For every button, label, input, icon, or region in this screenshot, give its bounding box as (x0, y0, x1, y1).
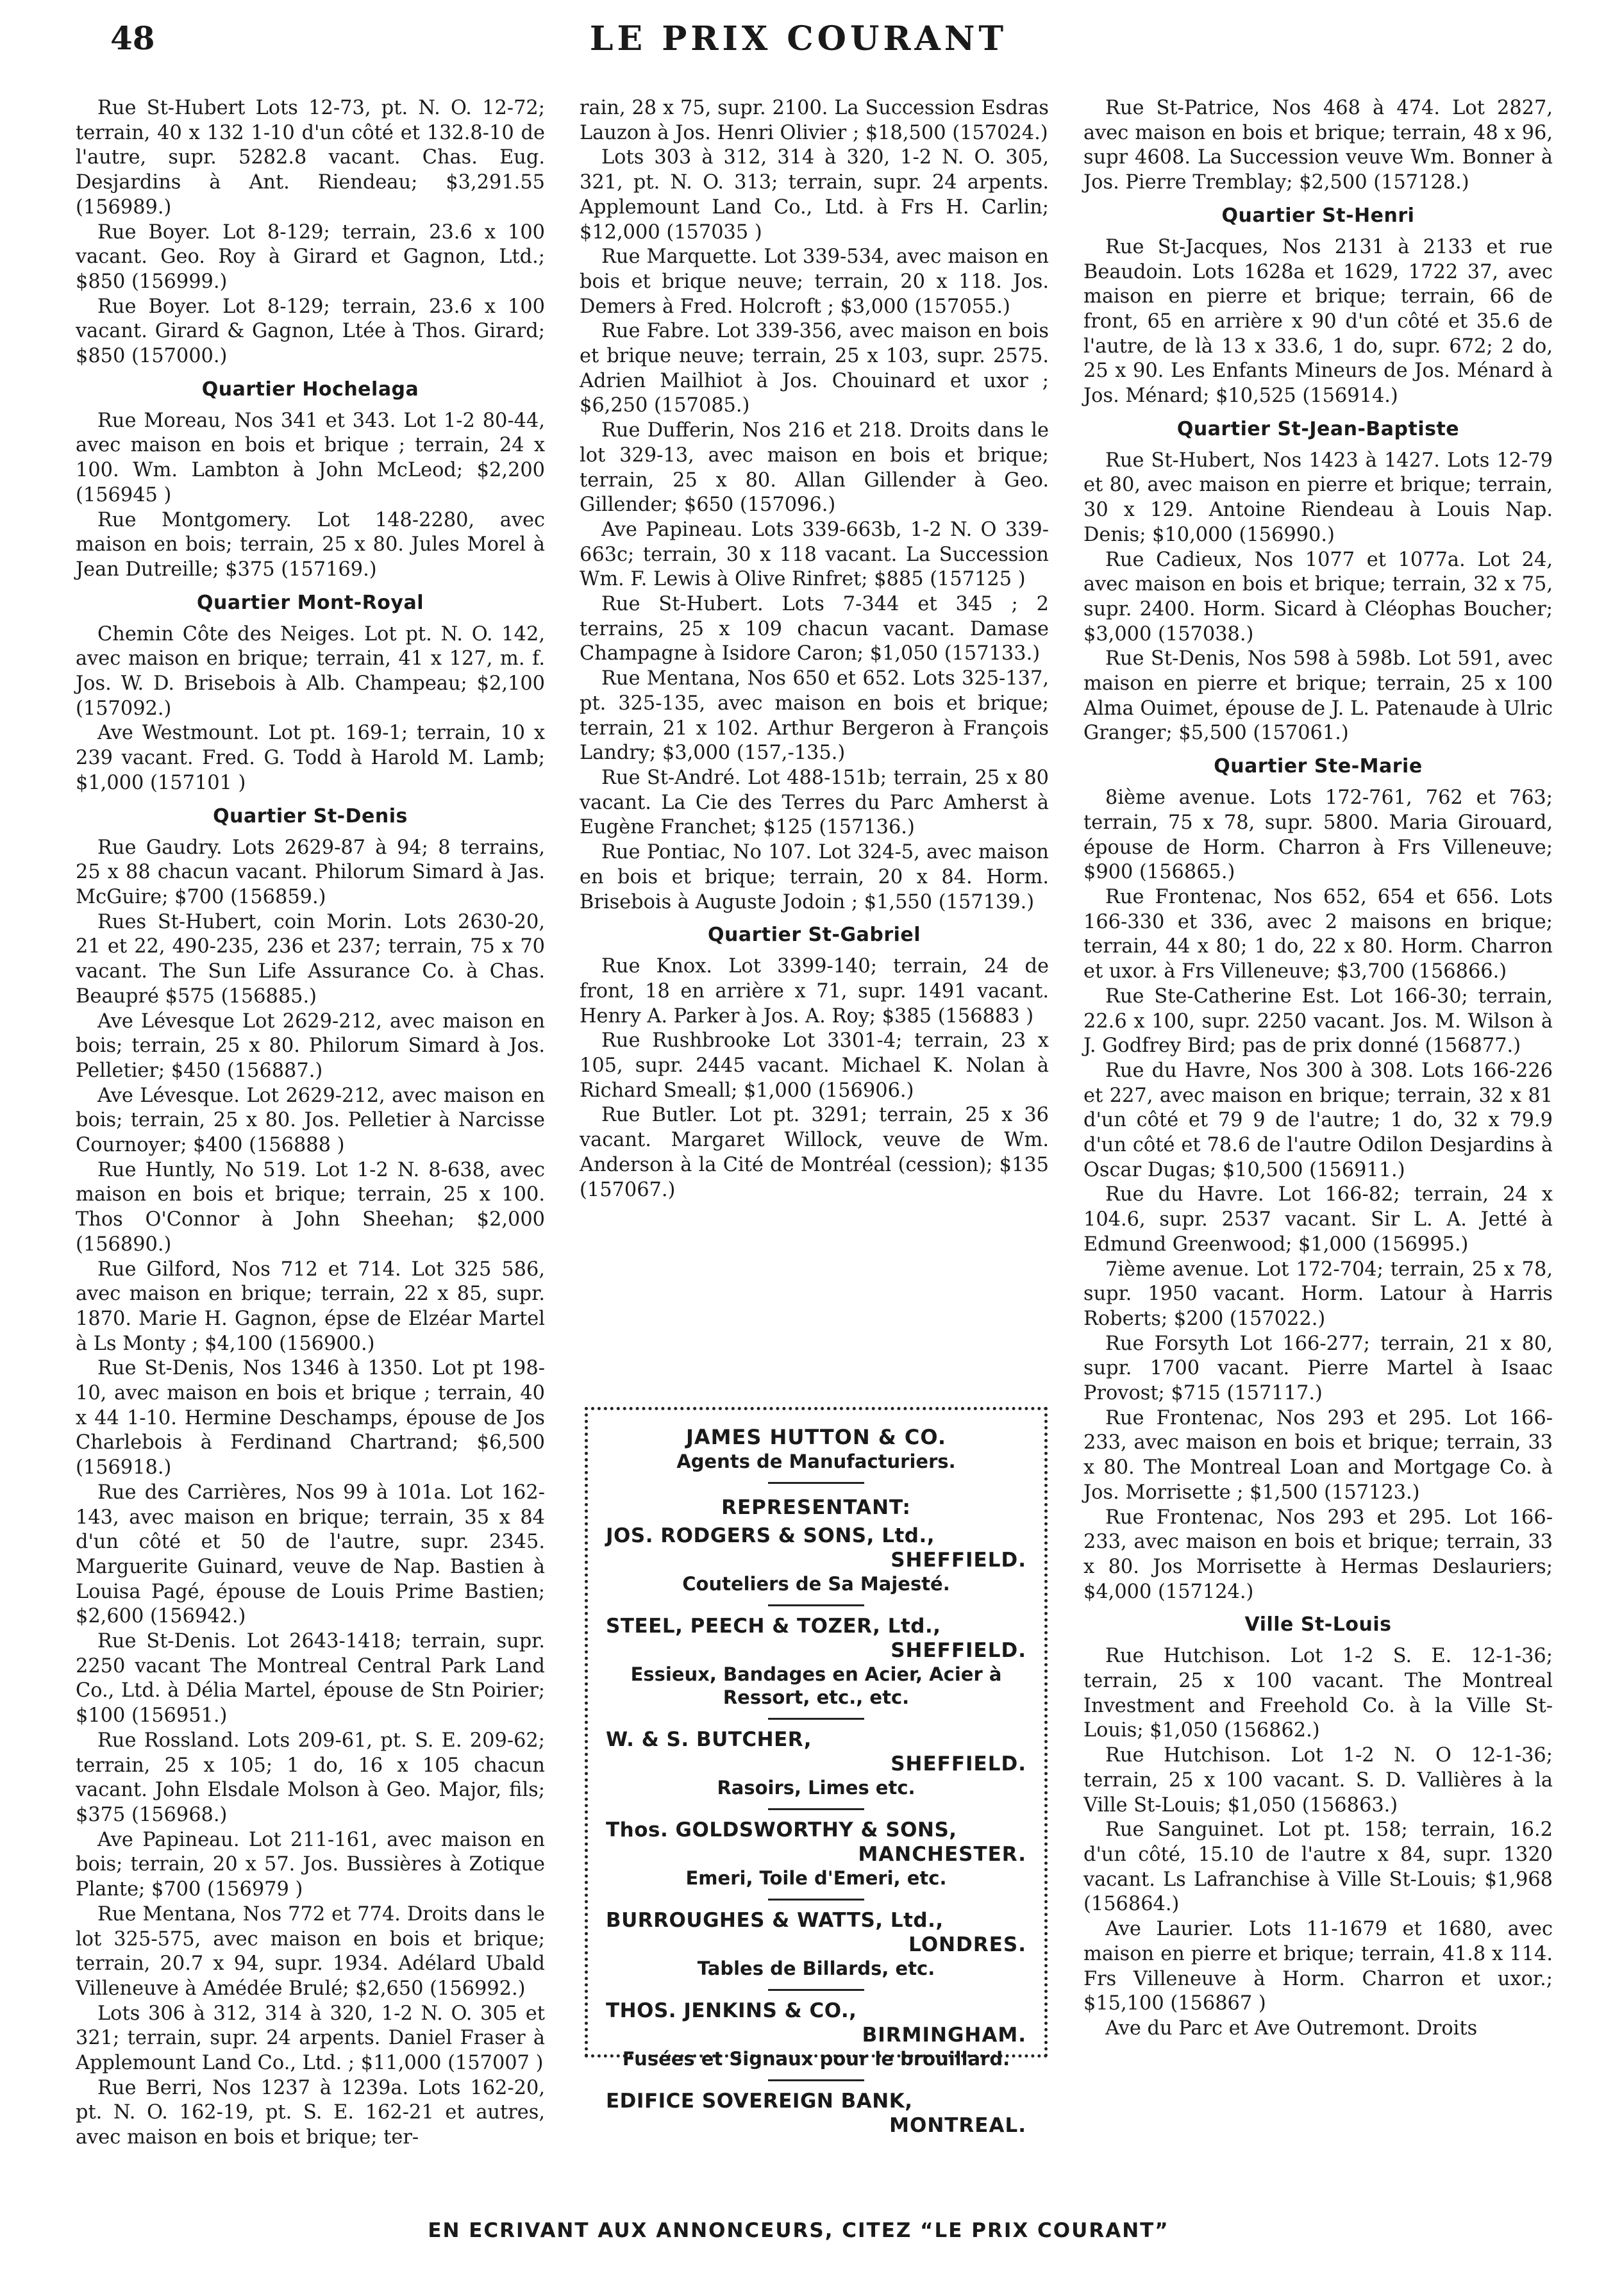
ad-firm (606, 1718, 1026, 1799)
section-heading: Quartier St-Denis (213, 804, 408, 828)
ad-firm-name: THOS. JENKINS & CO., (606, 1999, 857, 2022)
ad-subtitle: Agents de Manufacturiers. (676, 1451, 956, 1472)
ad-firm-name: Thos. GOLDSWORTHY & SONS, (606, 1818, 957, 1842)
section-heading: Quartier Ste-Marie (1214, 755, 1423, 778)
property-transaction-entry: Rue Gaudry. Lots 2629-87 à 94; 8 terrains, 25 x 88 chacun vacant. Philorum Simard à Jas. McGuire; $700 (156859.) (76, 836, 545, 908)
property-transaction-entry: Rue Pontiac, No 107. Lot 324-5, avec maison en bois et brique; terrain, 20 x 84. Horm. Brisebois à Auguste Jodoin ; $1,550 (157139.) (580, 841, 1049, 913)
ad-firm (606, 2079, 1026, 2138)
ad-firm-name: JOS. RODGERS & SONS, Ltd., (606, 1524, 935, 1547)
ad-firm-city: LONDRES. (908, 1933, 1026, 1956)
property-transaction-entry: Rue St-Hubert, Nos 1423 à 1427. Lots 12-79 et 80, avec maison en pierre et brique; terrain, 30 x 129. Antoine Riendeau à Louis Nap. Denis; $10,000 (156990.) (1083, 449, 1553, 546)
page-number: 48 (110, 19, 155, 57)
property-transaction-entry: Rue Berri, Nos 1237 à 1239a. Lots 162-20, pt. N. O. 162-19, pt. S. E. 162-21 et autres, avec maison en bois et brique; ter- (76, 2076, 545, 2149)
property-transaction-entry: Rue St-Hubert Lots 12-73, pt. N. O. 12-72; terrain, 40 x 132 1-10 d'un côté et 132.8-10 de l'autre, supr. 5282.8 vacant. Chas. Eug. Desjardins à Ant. Riendeau; $3,291.55 (156989.) (76, 97, 545, 219)
property-transaction-entry: Ave Westmount. Lot pt. 169-1; terrain, 10 x 239 vacant. Fred. G. Todd à Harold M. Lamb; $1,000 (157101 ) (76, 722, 545, 794)
property-transaction-entry: Ave Lévesque Lot 2629-212, avec maison en bois; terrain, 25 x 80. Philorum Simard à Jos. Pelletier; $450 (156887.) (76, 1010, 545, 1082)
text-column-1 (76, 96, 545, 2150)
property-transaction-entry: Rue Ste-Catherine Est. Lot 166-30; terrain, 22.6 x 100, supr. 2250 vacant. Jos. M. Wilson à J. Godfrey Bird; pas de prix donné (156877.) (1083, 985, 1553, 1058)
property-transaction-entry: Rue Frontenac, Nos 293 et 295. Lot 166-233, avec maison en bois et brique; terrain, 33 x 80. The Montreal Loan and Mortgage Co. à Jos. Morrisette ; $1,500 (157123.) (1083, 1406, 1553, 1504)
property-transaction-entry: Rue Mentana, Nos 650 et 652. Lots 325-137, pt. 325-135, avec maison en bois et brique; terrain, 21 x 102. Arthur Bergeron à François Landry; $3,000 (157,-135.) (580, 667, 1049, 765)
property-transaction-entry: rain, 28 x 75, supr. 2100. La Succession Esdras Lauzon à Jos. Henri Olivier ; $18,500 (157024.) (580, 97, 1049, 144)
property-transaction-entry: Rue St-Denis, Nos 1346 à 1350. Lot pt 198-10, avec maison en bois et brique ; terrain, 40 x 44 1-10. Hermine Deschamps, épouse de Jos Charlebois à Ferdinand Chartrand; $6,500 (156918.) (76, 1357, 545, 1479)
property-transaction-entry: Rue Hutchison. Lot 1-2 N. O 12-1-36; terrain, 25 x 100 vacant. S. D. Vallières à la Ville St-Louis; $1,050 (156863.) (1083, 1744, 1553, 1817)
property-transaction-entry: Rue Boyer. Lot 8-129; terrain, 23.6 x 100 vacant. Girard & Gagnon, Ltée à Thos. Girard; $850 (157000.) (76, 295, 545, 368)
ad-firm-description: Essieux, Bandages en Acier, Acier à Ressort, etc., etc. (630, 1663, 1002, 1708)
property-transaction-entry: Rue Marquette. Lot 339-534, avec maison en bois et brique neuve; terrain, 20 x 118. Jos. Demers à Fred. Holcroft ; $3,000 (157055.) (580, 245, 1049, 318)
ad-firm-city: MONTREAL. (889, 2114, 1026, 2137)
section-heading: Quartier St-Gabriel (707, 924, 921, 947)
ad-divider (768, 1604, 864, 1606)
property-transaction-entry: Rue St-Patrice, Nos 468 à 474. Lot 2827, avec maison en bois et brique; terrain, 48 x 96, supr 4608. La Succession veuve Wm. Bonner à Jos. Pierre Tremblay; $2,500 (157128.) (1083, 97, 1553, 194)
property-transaction-entry: Rue Frontenac, Nos 293 et 295. Lot 166-233, avec maison en bois et brique; terrain, 33 x 80. Jos Morrisette à Hermas Deslauriers; $4,000 (157124.) (1083, 1506, 1553, 1603)
property-transaction-entry: Rue Knox. Lot 3399-140; terrain, 24 de front, 18 en arrière x 71, supr. 1491 vacant. Henry A. Parker à Jos. A. Roy; $385 (156883 ) (580, 955, 1049, 1027)
property-transaction-entry: Rue du Havre. Lot 166-82; terrain, 24 x 104.6, supr. 2537 vacant. Sir L. A. Jetté à Edmund Greenwood; $1,000 (156995.) (1083, 1183, 1553, 1256)
property-transaction-entry: Rue Mentana, Nos 772 et 774. Droits dans le lot 325-575, avec maison en bois et brique; terrain, 20.7 x 94, supr. 1934. Adélard Ubald Villeneuve à Amédée Brulé; $2,650 (156992.) (76, 1902, 545, 2000)
property-transaction-entry: Ave Laurier. Lots 11-1679 et 1680, avec maison en pierre et brique; terrain, 41.8 x 114. Frs Villeneuve à Horm. Charron et uxor.; $15,100 (156867 ) (1083, 1918, 1553, 2015)
section-heading: Quartier St-Henri (1221, 204, 1415, 227)
ad-company-name: JAMES HUTTON & CO. (685, 1425, 947, 1449)
ad-firm-city: SHEFFIELD. (890, 1639, 1026, 1662)
text-column-2 (580, 96, 1049, 1202)
page-header (0, 19, 1597, 71)
property-transaction-entry: Rue Frontenac, Nos 652, 654 et 656. Lots 166-330 et 336, avec 2 maisons en brique; terrain, 44 x 80; 1 do, 22 x 80. Horm. Charron et uxor. à Frs Villeneuve; $3,700 (156866.) (1083, 885, 1553, 983)
property-transaction-entry: Rue St-Hubert. Lots 7-344 et 345 ; 2 terrains, 25 x 109 chacun vacant. Damase Champagne à Isidore Caron; $1,050 (157133.) (580, 593, 1049, 665)
ad-firm-city: BIRMINGHAM. (862, 2024, 1026, 2047)
section-heading: Ville St-Louis (1244, 1613, 1392, 1636)
section-heading: Quartier Mont-Royal (196, 591, 424, 614)
ad-firm (606, 1989, 1026, 2070)
property-transaction-entry: Lots 303 à 312, 314 à 320, 1-2 N. O. 305, 321, pt. N. O. 313; terrain, supr. 24 arpents. Applemount Land Co., Ltd. à Frs H. Carlin; $12,000 (157035 ) (580, 146, 1049, 244)
property-transaction-entry: Rue St-Denis, Nos 598 à 598b. Lot 591, avec maison en pierre et brique; terrain, 25 x 100 Alma Ouimet, épouse de J. L. Patenaude à Ulric Granger; $5,500 (157061.) (1083, 647, 1553, 745)
property-transaction-entry: Rue St-Jacques, Nos 2131 à 2133 et rue Beaudoin. Lots 1628a et 1629, 1722 37, avec maison en pierre et brique; terrain, 66 de front, 65 en arrière x 90 d'un côté et 35.6 de l'autre, de là 13 x 33.6, 1 do, supr. 672; 2 do, 25 x 90. Les Enfants Mineurs de Jos. Ménard à Jos. Ménard; $10,525 (156914.) (1083, 235, 1553, 408)
ad-firm-description: Emeri, Toile d'Emeri, etc. (685, 1867, 947, 1889)
ad-divider (768, 1482, 864, 1484)
ad-firm-name: EDIFICE SOVEREIGN BANK, (606, 2090, 913, 2113)
ad-firm-name: W. & S. BUTCHER, (606, 1728, 812, 1751)
page-title: LE PRIX COURANT (589, 19, 1008, 58)
property-transaction-entry: Rue St-André. Lot 488-151b; terrain, 25 x 80 vacant. La Cie des Terres du Parc Amherst à Eugène Franchet; $125 (157136.) (580, 766, 1049, 839)
ad-firm-description: Couteliers de Sa Majesté. (682, 1573, 950, 1595)
property-transaction-entry: Rue Huntly, No 519. Lot 1-2 N. 8-638, avec maison en bois et brique; terrain, 25 x 100. Thos O'Connor à John Sheehan; $2,000 (156890.) (76, 1158, 545, 1256)
property-transaction-entry: Rue Forsyth Lot 166-277; terrain, 21 x 80, supr. 1700 vacant. Pierre Martel à Isaac Provost; $715 (157117.) (1083, 1332, 1553, 1405)
property-transaction-entry: Rue Sanguinet. Lot pt. 158; terrain, 16.2 d'un côté, 15.10 de l'autre x 84, supr. 1320 vacant. Ls Lafranchise à Ville St-Louis; $1,968 (156864.) (1083, 1818, 1553, 1916)
text-column-3 (1083, 96, 1553, 2042)
property-transaction-entry: Rue du Havre, Nos 300 à 308. Lots 166-226 et 227, avec maison en brique; terrain, 32 x 81 d'un côté et 79 9 de l'autre; 1 do, 32 x 79.9 d'un côté et 78.6 de l'autre Odilon Desjardins à Oscar Dugas; $10,500 (156911.) (1083, 1059, 1553, 1181)
property-transaction-entry: Rue Butler. Lot pt. 3291; terrain, 25 x 36 vacant. Margaret Willock, veuve de Wm. Anderson à la Cité de Montréal (cession); $135 (157067.) (580, 1104, 1049, 1201)
property-transaction-entry: Rue Cadieux, Nos 1077 et 1077a. Lot 24, avec maison en bois et brique; terrain, 32 x 75, supr. 2400. Horm. Sicard à Cléophas Boucher; $3,000 (157038.) (1083, 548, 1553, 645)
property-transaction-entry: Ave Papineau. Lot 211-161, avec maison en bois; terrain, 20 x 57. Jos. Bussières à Zotique Plante; $700 (156979 ) (76, 1828, 545, 1901)
property-transaction-entry: 8ième avenue. Lots 172-761, 762 et 763; terrain, 75 x 78, supr. 5800. Maria Girouard, épouse de Horm. Charron à Frs Villeneuve; $900 (156865.) (1083, 786, 1553, 884)
property-transaction-entry: Ave du Parc et Ave Outremont. Droits (1105, 2017, 1478, 2040)
property-transaction-entry: Lots 306 à 312, 314 à 320, 1-2 N. O. 305 et 321; terrain, supr. 24 arpents. Daniel Fraser à Applemount Land Co., Ltd. ; $11,000 (157007 ) (76, 2002, 545, 2075)
ad-firm-description: Tables de Billards, etc. (697, 1958, 935, 1979)
ad-firm-name: BURROUGHES & WATTS, Ltd., (606, 1909, 944, 1932)
ad-firm (606, 1899, 1026, 1980)
property-transaction-entry: Rue Boyer. Lot 8-129; terrain, 23.6 x 100 vacant. Geo. Roy à Girard et Gagnon, Ltd.; $850 (156999.) (76, 220, 545, 293)
property-transaction-entry: Ave Papineau. Lots 339-663b, 1-2 N. O 339-663c; terrain, 30 x 118 vacant. La Succession Wm. F. Lewis à Olive Rinfret; $885 (157125 ) (580, 518, 1049, 591)
property-transaction-entry: Ave Lévesque. Lot 2629-212, avec maison en bois; terrain, 25 x 80. Jos. Pelletier à Narcisse Cournoyer; $400 (156888 ) (76, 1084, 545, 1157)
ad-divider (768, 1718, 864, 1720)
property-transaction-entry: 7ième avenue. Lot 172-704; terrain, 25 x 78, supr. 1950 vacant. Horm. Latour à Harris Roberts; $200 (157022.) (1083, 1258, 1553, 1330)
ad-firm (606, 1604, 1026, 1709)
property-transaction-entry: Rue Montgomery. Lot 148-2280, avec maison en bois; terrain, 25 x 80. Jules Morel à Jean Dutreille; $375 (157169.) (76, 508, 545, 581)
ad-firm-description: Rasoirs, Limes etc. (717, 1777, 916, 1799)
ad-divider (768, 1808, 864, 1810)
property-transaction-entry: Rue Hutchison. Lot 1-2 S. E. 12-1-36; terrain, 25 x 100 vacant. The Montreal Investment and Freehold Co. à la Ville St-Louis; $1,050 (156862.) (1083, 1645, 1553, 1742)
property-transaction-entry: Rue Rushbrooke Lot 3301-4; terrain, 23 x 105, supr. 2445 vacant. Michael K. Nolan à Richard Smeall; $1,000 (156906.) (580, 1029, 1049, 1102)
ad-firm-city: MANCHESTER. (858, 1843, 1026, 1866)
property-transaction-entry: Rue Rossland. Lots 209-61, pt. S. E. 209-62; terrain, 25 x 105; 1 do, 16 x 105 chacun vacant. John Elsdale Molson à Geo. Major, fils; $375 (156968.) (76, 1729, 545, 1826)
property-transaction-entry: Rue St-Denis. Lot 2643-1418; terrain, supr. 2250 vacant The Montreal Central Park Land Co., Ltd. à Délia Martel, épouse de Stn Poirier; $100 (156951.) (76, 1630, 545, 1727)
property-transaction-entry: Rue Fabre. Lot 339-356, avec maison en bois et brique neuve; terrain, 25 x 103, supr. 2575. Adrien Mailhiot à Jos. Chouinard et uxor ; $6,250 (157085.) (580, 320, 1049, 417)
property-transaction-entry: Rues St-Hubert, coin Morin. Lots 2630-20, 21 et 22, 490-235, 236 et 237; terrain, 75 x 70 vacant. The Sun Life Assurance Co. à Chas. Beaupré $575 (156885.) (76, 910, 545, 1008)
property-transaction-entry: Chemin Côte des Neiges. Lot pt. N. O. 142, avec maison en brique; terrain, 41 x 127, m. f. Jos. W. D. Brisebois à Alb. Champeau; $2,100 (157092.) (76, 622, 545, 720)
ad-divider (768, 1899, 864, 1901)
ad-firm-list (606, 1524, 1026, 2138)
ad-firm-city: SHEFFIELD. (890, 1549, 1026, 1572)
ad-firm (606, 1524, 1026, 1595)
property-transaction-entry: Rue Moreau, Nos 341 et 343. Lot 1-2 80-44, avec maison en bois et brique ; terrain, 24 x 100. Wm. Lambton à John McLeod; $2,200 (156945 ) (76, 409, 545, 506)
property-transaction-entry: Rue des Carrières, Nos 99 à 101a. Lot 162-143, avec maison en brique; terrain, 35 x 84 d'un côté et 50 de l'autre, supr. 2345. Marguerite Guinard, veuve de Nap. Bastien à Louisa Pagé, épouse de Louis Prime Bastien; $2,600 (156942.) (76, 1481, 545, 1628)
page-footer: EN ECRIVANT AUX ANNONCEURS, CITEZ “LE PRIX COURANT” (428, 2219, 1169, 2242)
property-transaction-entry: Rue Dufferin, Nos 216 et 218. Droits dans le lot 329-13, avec maison en bois et brique; terrain, 25 x 80. Allan Gillender à Geo. Gillender; $650 (157096.) (580, 419, 1049, 517)
ad-firm-name: STEEL, PEECH & TOZER, Ltd., (606, 1615, 941, 1638)
ad-firm (606, 1808, 1026, 1890)
ad-firm-city: SHEFFIELD. (890, 1752, 1026, 1776)
ad-representant-label: REPRESENTANT: (721, 1496, 911, 1519)
ad-divider (768, 2079, 864, 2081)
property-transaction-entry: Rue Gilford, Nos 712 et 714. Lot 325 586, avec maison en brique; terrain, 22 x 85, supr. 1870. Marie H. Gagnon, épse de Elzéar Martel à Ls Monty ; $4,100 (156900.) (76, 1258, 545, 1355)
advertisement-box (585, 1407, 1048, 2137)
section-heading: Quartier Hochelaga (201, 378, 419, 401)
section-heading: Quartier St-Jean-Baptiste (1176, 417, 1460, 440)
ad-divider (768, 1989, 864, 1991)
ad-firm-description: Fusées et Signaux pour le brouillard. (622, 2048, 1010, 2070)
